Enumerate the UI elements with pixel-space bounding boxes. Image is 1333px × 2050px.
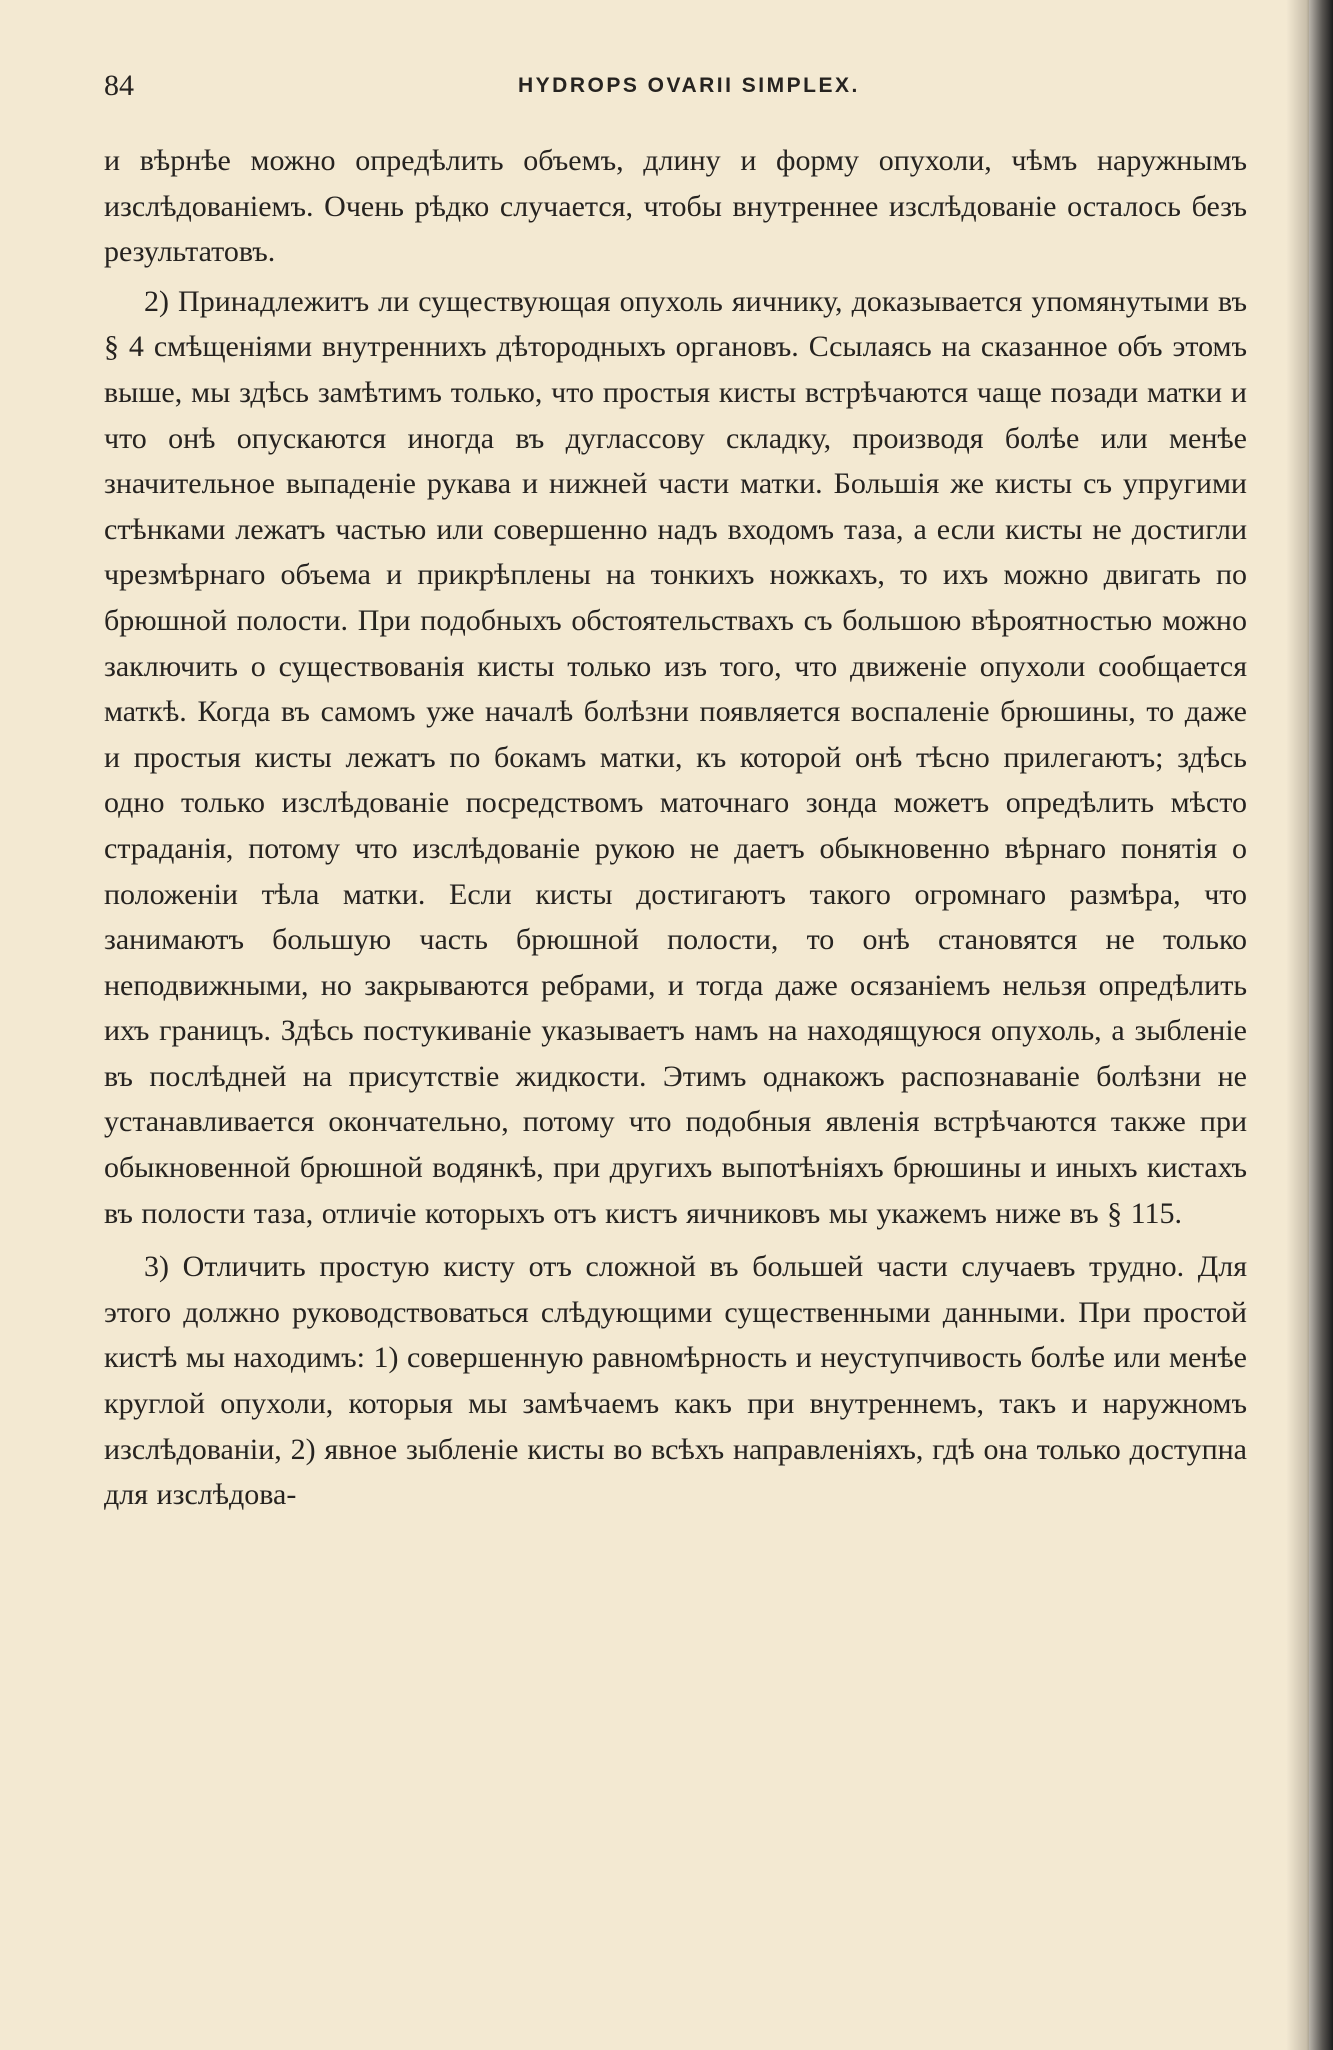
page-header [104,66,1244,106]
book-spine-shadow [1309,0,1333,2050]
paragraph-2: 2) Принадлежитъ ли существующая опухоль яичнику, доказывается упомянутыми въ § 4 смѣщеніями внутреннихъ дѣтородныхъ органовъ. Ссылаясь на сказанное объ этомъ выше, мы здѣсь замѣтимъ только, что простыя кисты встрѣчаются чаще позади матки и что онѣ опускаются иногда въ дугласcову складку, производя болѣе или менѣе значительное выпаденіе рукава и нижней части матки. Большія же кисты съ упругими стѣнками лежатъ частью или совершенно надъ входомъ таза, а если кисты не достигли чрезмѣрнаго объема и прикрѣплены на тонкихъ ножкахъ, то ихъ можно двигать по брюшной полости. При подобныхъ обстоятельствахъ съ большою вѣроятностью можно заключить о существованія кисты только изъ того, что движеніе опухоли сообщается маткѣ. Когда въ самомъ уже началѣ болѣзни появляется воспаленіе брюшины, то даже и простыя кисты лежатъ по бокамъ матки, къ которой онѣ тѣсно прилегаютъ; здѣсь одно только изслѣдованіе посредствомъ маточнаго зонда можетъ опредѣлить мѣсто страданія, потому что изслѣдованіе рукою не даетъ обыкновенно вѣрнаго понятія о положеніи тѣла матки. Если кисты достигаютъ такого огромнаго размѣра, что занимаютъ большую часть брюшной полости, то онѣ становятся не только неподвижными, но закрываются ребрами, и тогда даже осязаніемъ нельзя опредѣлить ихъ границъ. Здѣсь постукиваніе указываетъ намъ на находящуюся опухоль, а зыбленіе въ послѣдней на присутствіе жидкости. Этимъ однакожъ распознаваніе болѣзни не устанавливается окончательно, потому что подобныя явленія встрѣчаются также при обыкновенной брюшной водянкѣ, при другихъ выпотѣніяхъ брюшины и иныхъ кистахъ въ полости таза, отличіе которыхъ отъ кистъ яичниковъ мы укажемъ ниже въ § 115. [104,284,1247,1230]
body-text [104,138,1247,1522]
running-title: HYDROPS OVARII SIMPLEX. [518,74,860,97]
page-number: 84 [104,69,134,102]
paragraph-3: 3) Отличить простую кисту отъ сложной въ большей части случаевъ трудно. Для этого должно руководствоваться слѣдующими существенными данными. При простой кистѣ мы находимъ: 1) совершенную равномѣрность и неуступчивость болѣе или менѣе круглой опухоли, которыя мы замѣчаемъ какъ при внутреннемъ, такъ и наружномъ изслѣдованіи, 2) явное зыбленіе кисты во всѣхъ направленіяхъ, гдѣ она только доступна для изслѣдова- [104,1250,1247,1512]
paragraph-1: и вѣрнѣе можно опредѣлить объемъ, длину и форму опухоли, чѣмъ наружнымъ изслѣдованіемъ. Очень рѣдко случается, чтобы внутреннее изслѣдованіе осталось безъ результатовъ. [104,144,1247,269]
